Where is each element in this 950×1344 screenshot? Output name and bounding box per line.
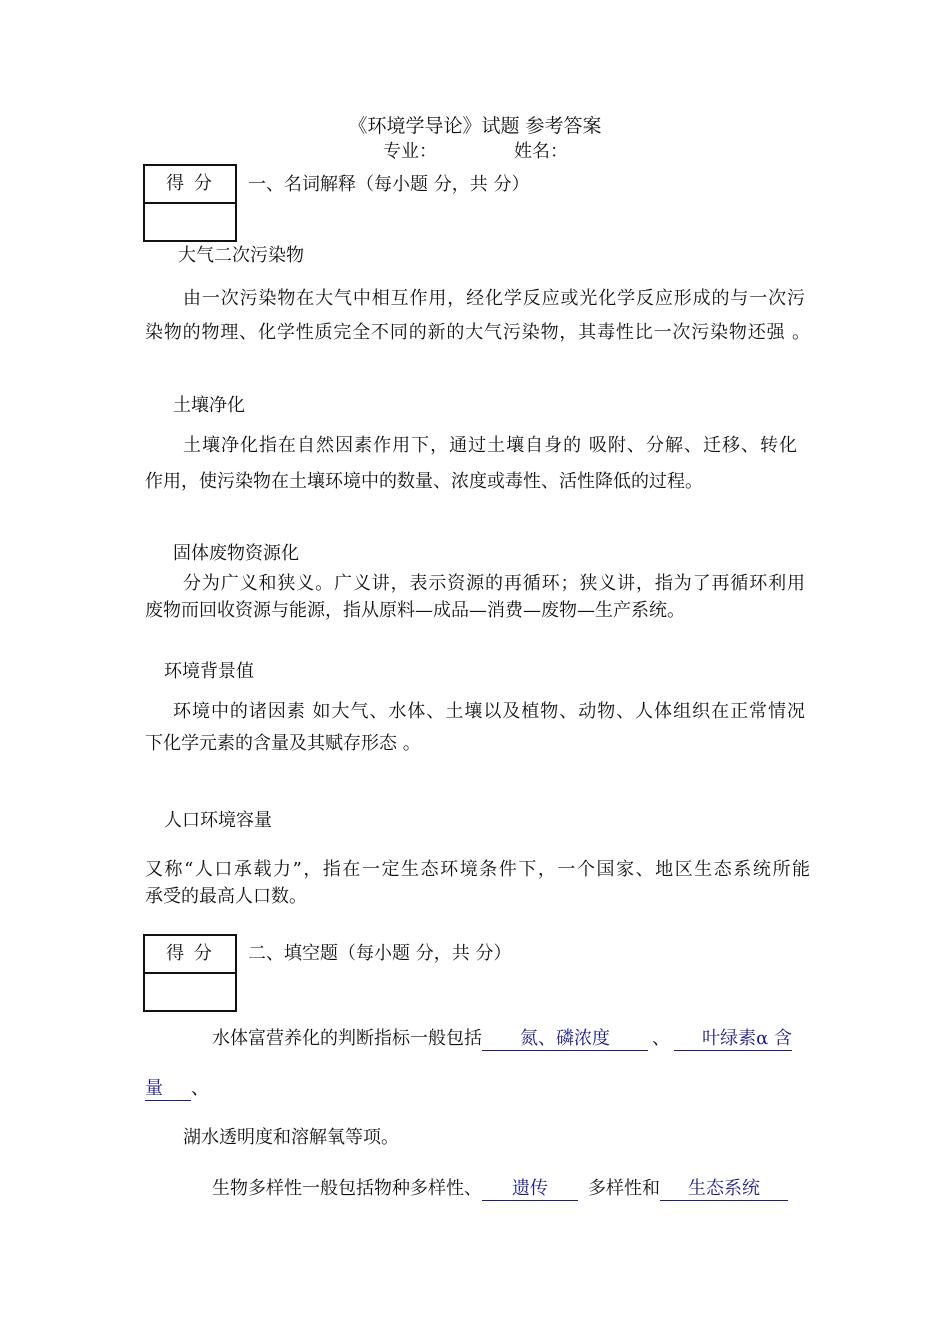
term-title: 大气二次污染物 [178,245,304,266]
answer-blank: 氮、磷浓度 [482,1028,648,1051]
term-definition-line: 承受的最高人口数。 [145,886,307,907]
term-definition-line: 废物而回收资源与能源，指从原料—成品—消费—废物—生产系统。 [145,600,685,621]
term-definition-line: 又称“人口承载力”，指在一定生态环境条件下，一个国家、地区生态系统所能 [145,859,810,880]
question-2-line [212,1178,788,1201]
separator: 、 [652,1028,670,1049]
score-box-label: 得 分 [145,166,235,204]
term-title: 人口环境容量 [164,810,272,831]
score-box-section-1 [143,164,237,242]
term-definition-line: 染物的物理、化学性质完全不同的新的大气污染物，其毒性比一次污染物还强 。 [145,322,810,343]
section-1-heading: 一、名词解释（每小题 分，共 分） [248,174,530,195]
major-label: 专业： [383,141,437,162]
term-definition-line: 环境中的诸因素 如大气、水体、土壤以及植物、动物、人体组织在正常情况 [173,701,805,722]
term-definition-line: 由一次污染物在大气中相互作用，经化学反应或光化学反应形成的与一次污 [183,288,805,309]
answer-blank: 量 [145,1078,191,1101]
term-definition-line: 土壤净化指在自然因素作用下，通过土壤自身的 吸附、分解、迁移、转化 [183,435,797,456]
question-1-line [212,1028,792,1051]
answer-blank: 叶绿素α 含 [674,1028,792,1051]
question-2-prefix: 生物多样性一般包括物种多样性、 [212,1178,482,1199]
question-2-middle: 多样性和 [588,1178,660,1199]
term-title: 土壤净化 [173,395,245,416]
separator: 、 [191,1078,209,1099]
answer-blank: 生态系统 [660,1178,788,1201]
document-title: 《环境学导论》试题 参考答案 [348,115,602,137]
question-1-prefix: 水体富营养化的判断指标一般包括 [212,1028,482,1049]
question-1-line-3: 湖水透明度和溶解氧等项。 [183,1127,399,1148]
score-box-section-2 [143,934,237,1012]
score-box-label: 得 分 [145,936,235,974]
term-definition-line: 分为广义和狭义。广义讲，表示资源的再循环；狭义讲，指为了再循环利用 [183,573,805,594]
term-title: 环境背景值 [164,661,254,682]
name-label: 姓名： [514,141,568,162]
term-definition-line: 作用，使污染物在土壤环境中的数量、浓度或毒性、活性降低的过程。 [145,471,703,492]
term-title: 固体废物资源化 [173,543,299,564]
term-definition-line: 下化学元素的含量及其赋存形态 。 [145,733,421,754]
question-1-line-2 [145,1078,209,1101]
answer-blank: 遗传 [482,1178,578,1201]
section-2-heading: 二、填空题（每小题 分，共 分） [248,943,512,964]
